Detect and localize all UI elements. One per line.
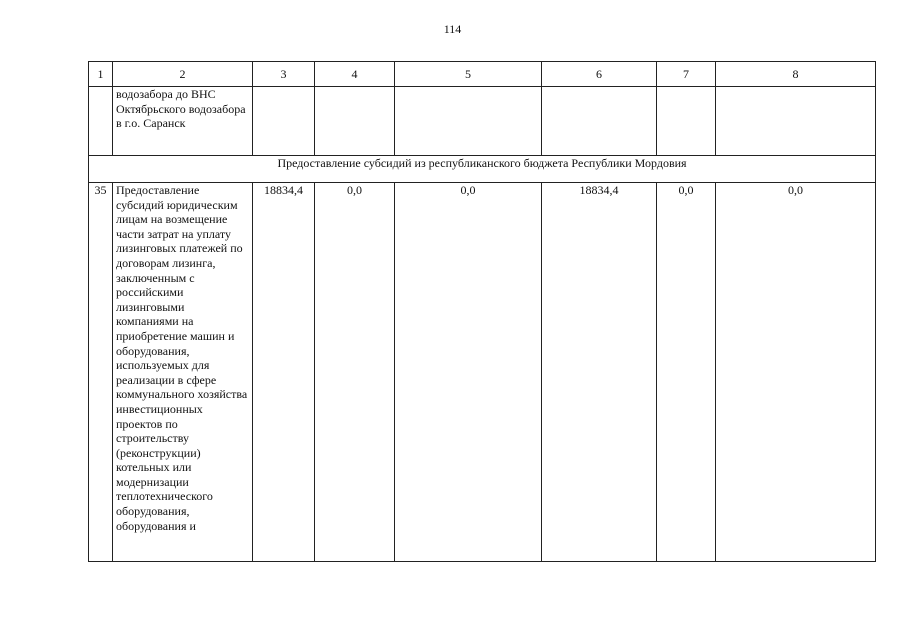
header-col-1: 1 — [89, 62, 113, 87]
continuation-cell-8 — [716, 87, 876, 156]
header-col-4: 4 — [315, 62, 395, 87]
row-index: 35 — [89, 183, 113, 562]
continuation-row — [89, 87, 876, 156]
continuation-text: водозабора до ВНС Октябрьского водозабора в г.о. Саранск — [113, 87, 253, 156]
continuation-index-cell — [89, 87, 113, 156]
header-col-7: 7 — [657, 62, 716, 87]
header-col-2: 2 — [113, 62, 253, 87]
continuation-cell-5 — [395, 87, 542, 156]
row-description: Предоставление субсидий юридическим лицам на возмещение части затрат на уплату лизинговых платежей по договорам лизинга, заключенным с российскими лизинговыми компаниями на приобретение машин и оборудования, используемых для реализации в сфере коммунального хозяйства инвестиционных проектов по строительству (реконструкции) котельных или модернизации теплотехнического оборудования, оборудования и — [113, 183, 253, 562]
row-col-4: 0,0 — [315, 183, 395, 562]
row-col-7: 0,0 — [657, 183, 716, 562]
continuation-cell-7 — [657, 87, 716, 156]
section-heading: Предоставление субсидий из республиканского бюджета Республики Мордовия — [89, 156, 876, 183]
table-row — [89, 183, 876, 562]
budget-table — [88, 61, 876, 562]
row-col-6: 18834,4 — [542, 183, 657, 562]
row-col-3: 18834,4 — [253, 183, 315, 562]
header-col-8: 8 — [716, 62, 876, 87]
row-col-5: 0,0 — [395, 183, 542, 562]
row-col-8: 0,0 — [716, 183, 876, 562]
header-row — [89, 62, 876, 87]
header-col-3: 3 — [253, 62, 315, 87]
continuation-cell-4 — [315, 87, 395, 156]
continuation-cell-3 — [253, 87, 315, 156]
page-number: 114 — [443, 22, 462, 36]
section-heading-row — [89, 156, 876, 183]
header-col-6: 6 — [542, 62, 657, 87]
header-col-5: 5 — [395, 62, 542, 87]
continuation-cell-6 — [542, 87, 657, 156]
